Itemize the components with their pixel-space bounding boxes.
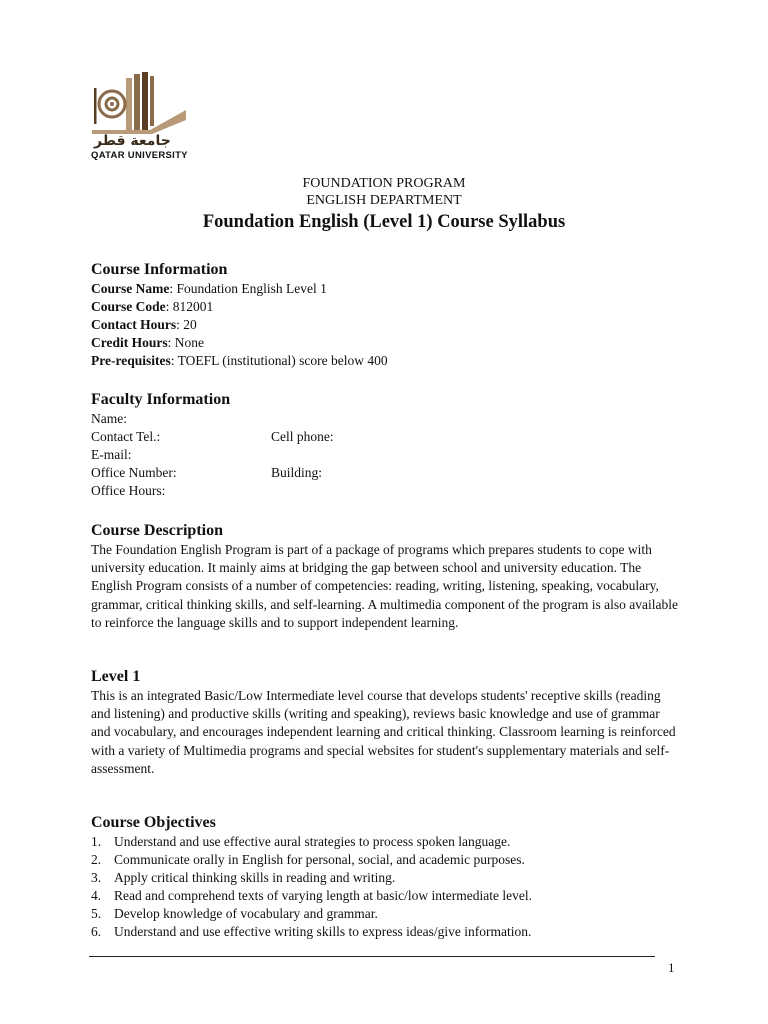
prerequisites-row — [91, 352, 681, 370]
objective-text: Develop knowledge of vocabulary and grammar. — [114, 906, 378, 921]
objective-number: 2. — [91, 852, 102, 867]
credit-hours-row — [91, 334, 681, 352]
course-information-section — [91, 260, 681, 370]
course-description-section — [91, 521, 681, 632]
objective-number: 3. — [91, 870, 102, 885]
course-name-row — [91, 280, 681, 298]
objective-number: 5. — [91, 906, 102, 921]
objective-text: Apply critical thinking skills in reading and writing. — [114, 870, 396, 885]
objective-number: 1. — [91, 834, 102, 849]
objective-number: 4. — [91, 888, 102, 903]
page-number: 1 — [668, 960, 675, 975]
faculty-information-heading: Faculty Information — [91, 391, 231, 408]
course-code-value: : 812001 — [165, 299, 214, 314]
objective-text: Understand and use effective writing skills to express ideas/give information. — [114, 924, 532, 939]
contact-hours-row — [91, 316, 681, 334]
contact-hours-value: : 20 — [176, 317, 197, 332]
level1-heading: Level 1 — [91, 668, 141, 685]
level1-section — [91, 667, 681, 778]
course-name-value: : Foundation English Level 1 — [169, 281, 327, 296]
cell-phone-label: Cell phone: — [271, 429, 334, 444]
logo-english-text: QATAR UNIVERSITY — [91, 150, 188, 161]
list-item — [91, 851, 681, 869]
office-number-label: Office Number: — [91, 465, 177, 480]
course-code-row — [91, 298, 681, 316]
list-item — [91, 869, 681, 887]
faculty-name-field: Name: — [91, 411, 127, 426]
prerequisites-label: Pre-requisites — [91, 353, 171, 368]
faculty-information-section — [91, 390, 681, 500]
credit-hours-label: Credit Hours — [91, 335, 168, 350]
contact-tel-label: Contact Tel.: — [91, 429, 161, 444]
list-item — [91, 923, 681, 941]
office-hours-field: Office Hours: — [91, 483, 166, 498]
contact-hours-label: Contact Hours — [91, 317, 177, 332]
contact-tel-row — [91, 428, 681, 446]
building-label: Building: — [271, 465, 323, 480]
credit-hours-value: : None — [167, 335, 204, 350]
email-field: E-mail: — [91, 447, 132, 462]
course-description-heading: Course Description — [91, 522, 223, 539]
footer-divider — [89, 956, 655, 957]
objective-text: Understand and use effective aural strategies to process spoken language. — [114, 834, 511, 849]
prerequisites-value: : TOEFL (institutional) score below 400 — [170, 353, 388, 368]
office-number-row — [91, 464, 681, 482]
objectives-list — [91, 833, 681, 941]
objective-text: Read and comprehend texts of varying length at basic/low intermediate level. — [114, 888, 532, 903]
list-item — [91, 833, 681, 851]
course-objectives-section — [91, 813, 681, 941]
document-title: Foundation English (Level 1) Course Syllabus — [202, 212, 566, 232]
objective-number: 6. — [91, 924, 102, 939]
course-name-label: Course Name — [91, 281, 170, 296]
list-item — [91, 887, 681, 905]
course-description-text: The Foundation English Program is part of a package of programs which prepares students to cope with university education. It mainly aims at bridging the gap between school and university education. The English Program consists of a number of competencies: reading, writing, listening, speaking, vocabulary, grammar, critical thinking skills, and self-learning. A multimedia component of the program is also available to reinforce the language skills and to support independent learning. — [91, 542, 678, 630]
course-code-label: Course Code — [91, 299, 166, 314]
objective-text: Communicate orally in English for personal, social, and academic purposes. — [114, 852, 525, 867]
department-heading: ENGLISH DEPARTMENT — [306, 193, 462, 208]
course-information-heading: Course Information — [91, 261, 228, 278]
level1-text: This is an integrated Basic/Low Intermediate level course that develops students' receptive skills (reading and listening) and productive skills (writing and speaking), reviews basic knowledge and use of grammar and vocabulary, and encourages independent learning and critical thinking. Classroom learning is reinforced with a variety of Multimedia programs and special websites for student's supplementary materials and self- assessment. — [91, 688, 676, 776]
list-item — [91, 905, 681, 923]
course-objectives-heading: Course Objectives — [91, 814, 216, 831]
logo-arabic-text: جامعة قطر — [94, 133, 171, 149]
program-heading: FOUNDATION PROGRAM — [302, 176, 466, 191]
